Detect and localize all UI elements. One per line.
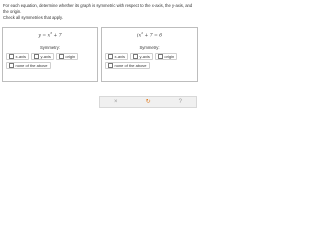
checkbox-icon[interactable]	[108, 63, 113, 68]
checkbox-option-origin-1[interactable]	[56, 53, 78, 60]
checkbox-icon[interactable]	[9, 63, 14, 68]
instructions	[3, 3, 199, 21]
checkbox-option-x-axis-2[interactable]	[105, 53, 128, 60]
checkbox-icon[interactable]	[158, 54, 163, 59]
symmetry-options-1	[6, 53, 95, 60]
equation-1	[3, 33, 97, 39]
option-label: none of the above	[15, 63, 48, 68]
option-label: y-axis	[40, 54, 51, 59]
checkbox-option-y-axis-2[interactable]	[130, 53, 153, 60]
checkbox-icon[interactable]	[133, 54, 138, 59]
checkbox-option-y-axis-1[interactable]	[31, 53, 54, 60]
option-label: x-axis	[114, 54, 125, 59]
clear-icon[interactable]: ×	[114, 99, 118, 105]
checkbox-option-none-2[interactable]	[105, 62, 150, 69]
option-label: origin	[65, 54, 76, 59]
symmetry-label-2: Symmetry:	[139, 45, 160, 50]
equation-1-rhs: + 7	[52, 33, 62, 39]
option-label: origin	[164, 54, 175, 59]
checkbox-icon[interactable]	[59, 54, 64, 59]
checkbox-option-origin-2[interactable]	[155, 53, 177, 60]
equation-2-lhs: (x	[136, 33, 142, 39]
help-icon[interactable]: ?	[178, 99, 182, 105]
equation-panel-2	[101, 27, 198, 82]
symmetry-label-1: Symmetry:	[39, 45, 60, 50]
redo-icon[interactable]: ↻	[145, 99, 151, 105]
equation-panel-1	[2, 27, 98, 82]
checkbox-icon[interactable]	[9, 54, 14, 59]
option-label: y-axis	[139, 54, 150, 59]
instructions-line-1: For each equation, determine whether its graph is symmetric with respect to the x-axis, the y-axis, and the origin.	[3, 3, 193, 14]
equation-2	[102, 33, 197, 39]
checkbox-option-none-1[interactable]	[6, 62, 51, 69]
checkbox-icon[interactable]	[34, 54, 39, 59]
instructions-line-2: Check all symmetries that apply.	[3, 15, 63, 20]
symmetry-options-2	[105, 53, 195, 60]
option-label: x-axis	[15, 54, 26, 59]
checkbox-option-x-axis-1[interactable]	[6, 53, 29, 60]
equation-1-lhs: y = x	[38, 33, 51, 39]
equation-2-exponent: 2	[141, 31, 144, 35]
option-label: none of the above	[114, 63, 147, 68]
checkbox-icon[interactable]	[108, 54, 113, 59]
equation-2-rhs: + 7 = 6	[143, 33, 163, 39]
action-bar	[99, 96, 197, 108]
equation-1-exponent: 3	[50, 31, 53, 35]
